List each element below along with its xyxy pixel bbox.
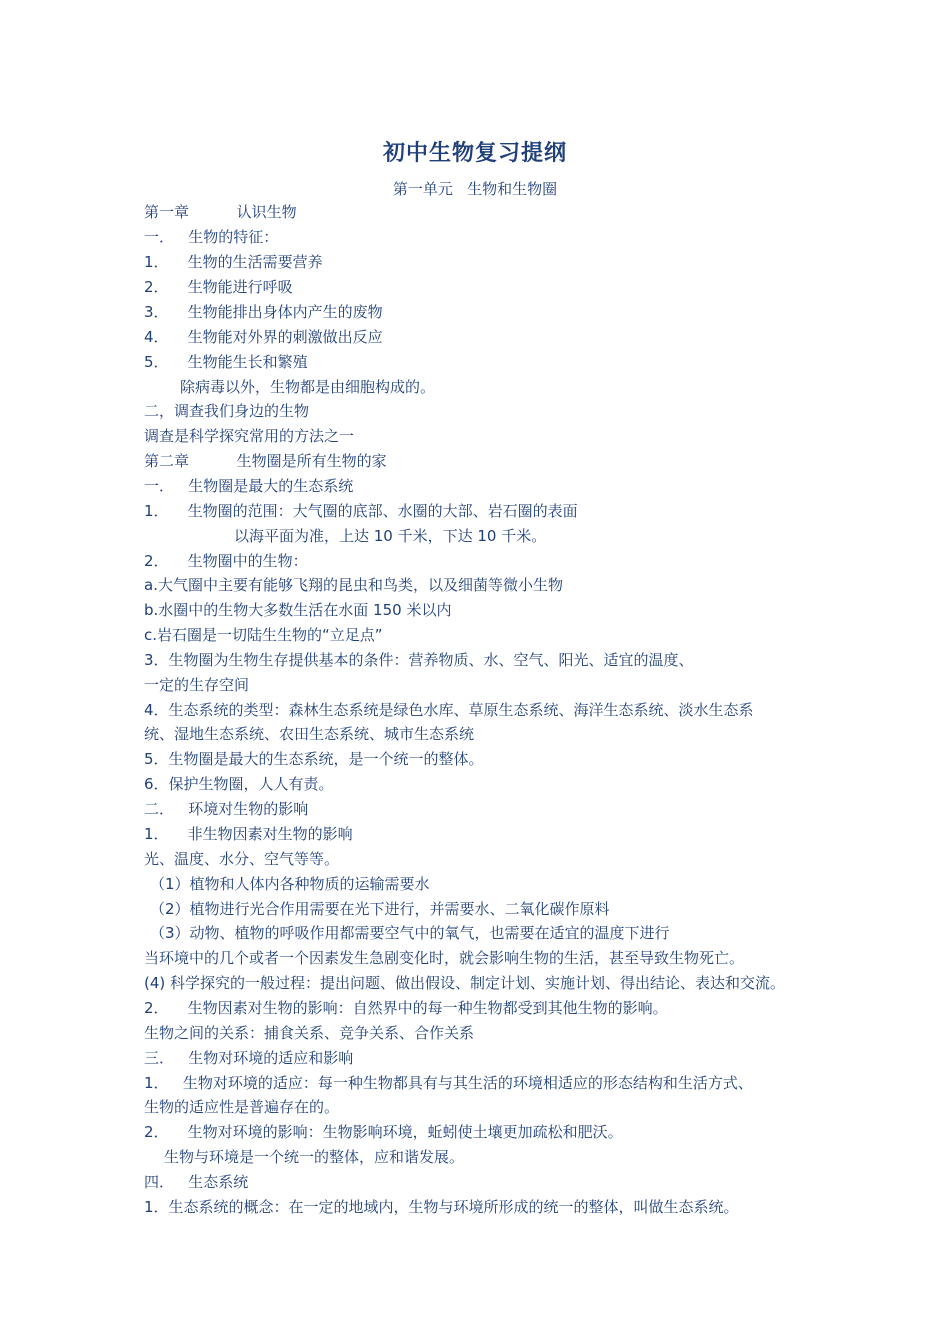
list-item: b.水圈中的生物大多数生活在水面 150 米以内 xyxy=(144,601,452,619)
text-line: 光、温度、水分、空气等等。 xyxy=(144,850,340,868)
list-item: 2． 生物因素对生物的影响：自然界中的每一种生物都受到其他生物的影响。 xyxy=(144,999,668,1017)
list-item: 4． 生物能对外界的刺激做出反应 xyxy=(144,328,383,346)
text-line: 生物的适应性是普遍存在的。 xyxy=(144,1098,340,1116)
list-item: 1． 非生物因素对生物的影响 xyxy=(144,825,353,843)
chapter-heading: 第二章 生物圈是所有生物的家 xyxy=(144,452,387,470)
list-item: 1． 生物对环境的适应：每一种生物都具有与其生活的环境相适应的形态结构和生活方式、 xyxy=(144,1074,753,1092)
list-item: （3）动物、植物的呼吸作用都需要空气中的氧气，也需要在适宜的温度下进行 xyxy=(150,924,670,942)
list-item: 2． 生物能进行呼吸 xyxy=(144,278,293,296)
list-item: 4．生态系统的类型：森林生态系统是绿色水库、草原生态系统、海洋生态系统、淡水生态系 xyxy=(144,701,754,719)
text-line: 统、湿地生态系统、农田生态系统、城市生态系统 xyxy=(144,725,475,743)
list-item: （1）植物和人体内各种物质的运输需要水 xyxy=(150,875,430,893)
list-item: 6．保护生物圈，人人有责。 xyxy=(144,775,334,793)
list-item: （2）植物进行光合作用需要在光下进行，并需要水、二氧化碳作原料 xyxy=(150,900,610,918)
list-item: 2． 生物圈中的生物： xyxy=(144,552,308,570)
text-line: 除病毒以外，生物都是由细胞构成的。 xyxy=(180,378,436,396)
list-item: 5．生物圈是最大的生态系统，是一个统一的整体。 xyxy=(144,750,484,768)
section-heading: 一． 生物圈是最大的生态系统 xyxy=(144,477,354,495)
chapter-heading: 第一章 认识生物 xyxy=(144,203,297,221)
text-line: 调查是科学探究常用的方法之一 xyxy=(144,427,355,445)
section-heading: 一． 生物的特征： xyxy=(144,228,279,246)
list-item: 2． 生物对环境的影响：生物影响环境，蚯蚓使土壤更加疏松和肥沃。 xyxy=(144,1123,623,1141)
list-item: 1． 生物圈的范围：大气圈的底部、水圈的大部、岩石圈的表面 xyxy=(144,502,578,520)
section-heading: 四． 生态系统 xyxy=(144,1173,249,1191)
list-item: 5． 生物能生长和繁殖 xyxy=(144,353,308,371)
list-item: 1． 生物的生活需要营养 xyxy=(144,253,323,271)
text-line: 一定的生存空间 xyxy=(144,676,250,694)
list-item: c.岩石圈是一切陆生生物的“立足点” xyxy=(144,626,383,644)
document-title: 初中生物复习提纲 xyxy=(382,141,567,166)
unit-heading: 第一单元 生物和生物圈 xyxy=(392,180,558,198)
text-line: 当环境中的几个或者一个因素发生急剧变化时，就会影响生物的生活，甚至导致生物死亡。 xyxy=(144,949,745,967)
text-line: 生物之间的关系：捕食关系、竞争关系、合作关系 xyxy=(144,1024,475,1042)
section-heading: 二． 环境对生物的影响 xyxy=(144,800,309,818)
list-item: 3． 生物能排出身体内产生的废物 xyxy=(144,303,383,321)
text-line: 生物与环境是一个统一的整体，应和谐发展。 xyxy=(164,1148,465,1166)
list-item: a.大气圈中主要有能够飞翔的昆虫和鸟类，以及细菌等微小生物 xyxy=(144,576,563,594)
list-item: 1．生态系统的概念：在一定的地域内，生物与环境所形成的统一的整体，叫做生态系统。 xyxy=(144,1198,739,1216)
section-heading: 二，调查我们身边的生物 xyxy=(144,402,310,420)
list-item: 3．生物圈为生物生存提供基本的条件：营养物质、水、空气、阳光、适宜的温度、 xyxy=(144,651,694,669)
list-item: (4) 科学探究的一般过程：提出问题、做出假设、制定计划、实施计划、得出结论、表达和交流。 xyxy=(144,974,786,992)
section-heading: 三． 生物对环境的适应和影响 xyxy=(144,1049,354,1067)
text-line: 以海平面为准，上达 10 千米，下达 10 千米。 xyxy=(234,527,547,545)
